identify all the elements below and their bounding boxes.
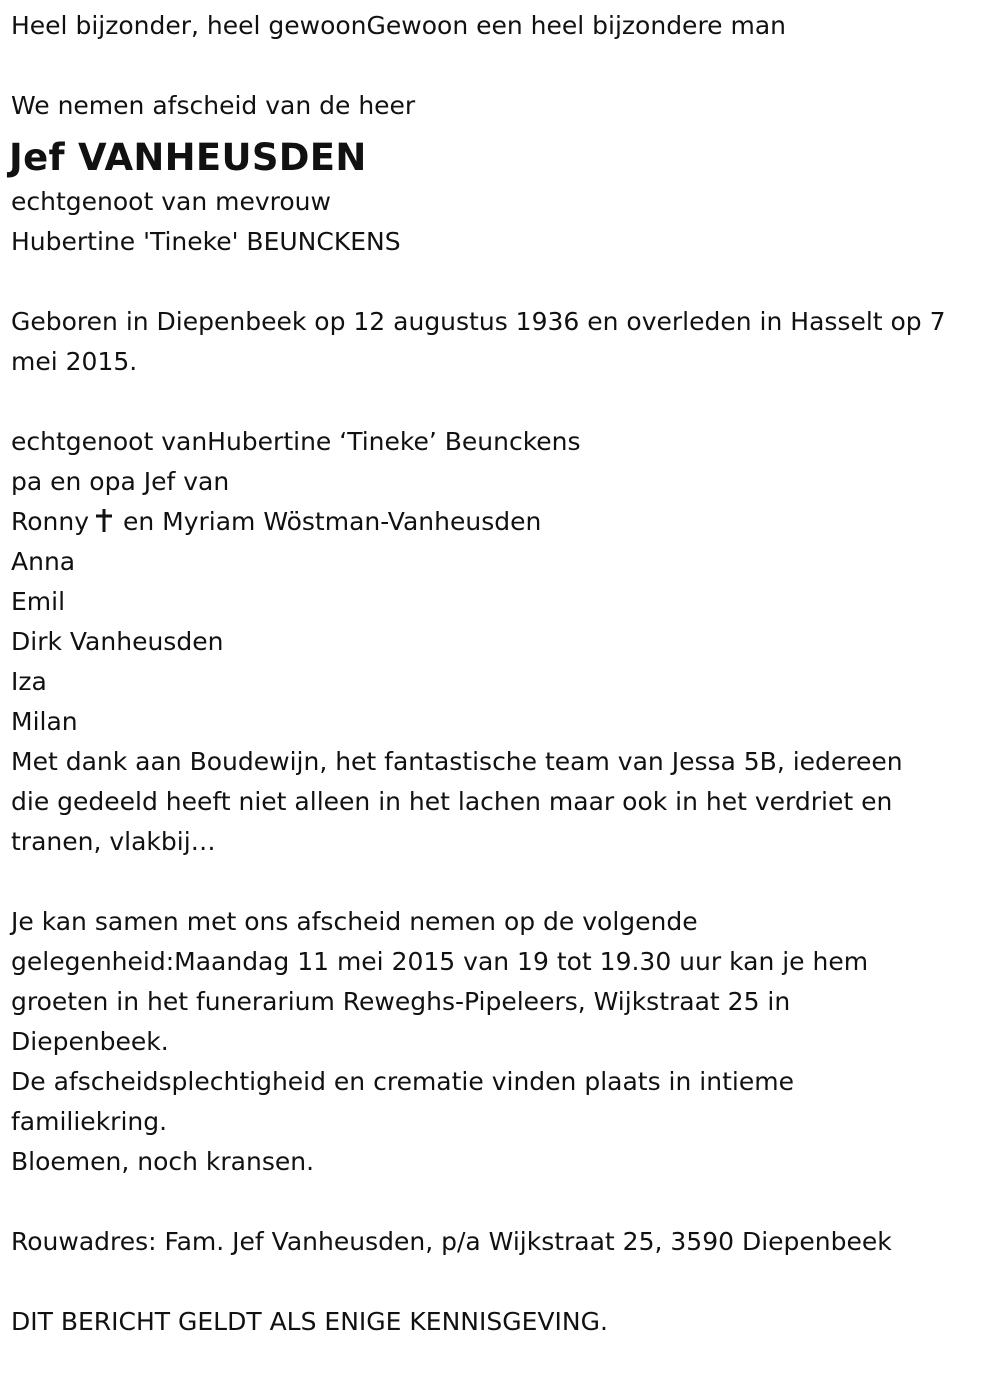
spouse-line-1: echtgenoot van mevrouw xyxy=(11,187,331,216)
spacer xyxy=(11,1262,996,1302)
cross-icon xyxy=(93,507,115,533)
ronny-name: Ronny xyxy=(11,507,90,536)
family-member: Emil xyxy=(11,587,66,616)
farewell-line: gelegenheid:Maandag 11 mei 2015 van 19 tot 19.30 uur kan je hem xyxy=(11,947,869,976)
ronny-rest: en Myriam Wöstman-Vanheusden xyxy=(115,507,542,536)
family-member: Milan xyxy=(11,707,78,736)
farewell-line: Diepenbeek. xyxy=(11,1027,169,1056)
family-line-1: echtgenoot vanHubertine ‘Tineke’ Beunckens xyxy=(11,427,581,456)
farewell-line: De afscheidsplechtigheid en crematie vinden plaats in intieme xyxy=(11,1067,794,1096)
thanks-line: Met dank aan Boudewijn, het fantastische team van Jessa 5B, iedereen xyxy=(11,747,903,776)
farewell-line: Bloemen, noch kransen. xyxy=(11,1147,315,1176)
deceased-name: Jef VANHEUSDEN xyxy=(9,136,367,179)
farewell-line: groeten in het funerarium Reweghs-Pipeleers, Wijkstraat 25 in xyxy=(11,987,791,1016)
family-line-ronny xyxy=(11,502,996,542)
spacer xyxy=(11,382,996,422)
closing-statement: DIT BERICHT GELDT ALS ENIGE KENNISGEVING. xyxy=(11,1307,608,1336)
birth-death-line-2: mei 2015. xyxy=(11,347,138,376)
spacer xyxy=(11,262,996,302)
spouse-line-2: Hubertine 'Tineke' BEUNCKENS xyxy=(11,227,401,256)
mourning-address: Rouwadres: Fam. Jef Vanheusden, p/a Wijkstraat 25, 3590 Diepenbeek xyxy=(11,1227,892,1256)
thanks-line: tranen, vlakbij… xyxy=(11,827,216,856)
family-line-2: pa en opa Jef van xyxy=(11,467,230,496)
intro-text: We nemen afscheid van de heer xyxy=(11,91,416,120)
farewell-line: Je kan samen met ons afscheid nemen op de volgende xyxy=(11,907,698,936)
spacer xyxy=(11,1182,996,1222)
spacer xyxy=(11,862,996,902)
family-member: Dirk Vanheusden xyxy=(11,627,224,656)
obituary-notice xyxy=(11,6,996,1342)
family-member: Anna xyxy=(11,547,76,576)
tagline: Heel bijzonder, heel gewoonGewoon een heel bijzondere man xyxy=(11,11,787,40)
birth-death-line-1: Geboren in Diepenbeek op 12 augustus 1936 en overleden in Hasselt op 7 xyxy=(11,307,946,336)
thanks-line: die gedeeld heeft niet alleen in het lachen maar ook in het verdriet en xyxy=(11,787,893,816)
farewell-line: familiekring. xyxy=(11,1107,168,1136)
family-member: Iza xyxy=(11,667,47,696)
spacer xyxy=(11,46,996,86)
